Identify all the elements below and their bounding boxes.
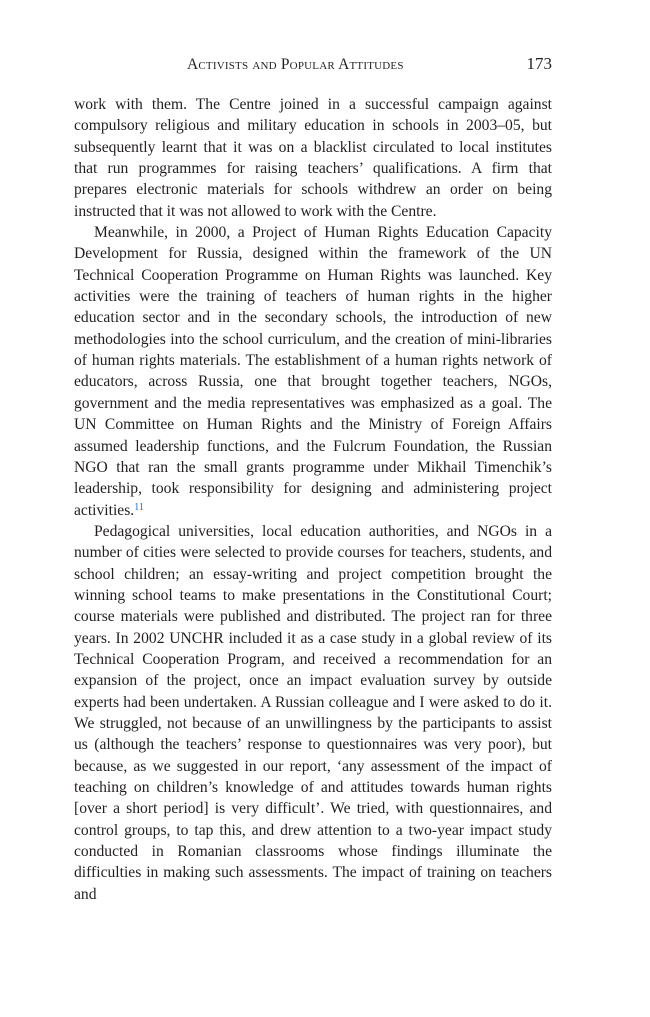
paragraph-pedagogical — [74, 521, 552, 905]
footnote-reference[interactable]: 11 — [134, 501, 144, 513]
page-number: 173 — [526, 54, 552, 73]
running-head — [74, 56, 552, 80]
body-text — [74, 94, 552, 905]
running-title: Activists and Popular Attitudes — [187, 56, 404, 73]
paragraph-text: Pedagogical universities, local education authorities, and NGOs in a number of cities were selected to provide courses for teachers, students, and school children; an essay-writing and project competition brought the winning school teams to make presentations in the Constitutional Court; course materials were published and distributed. The project ran for three years. In 2002 UNCHR included it as a case study in a global review of its Technical Cooperation Program, and received a recommendation for an expansion of the project, once an impact evaluation survey by outside experts had been undertaken. A Russian colleague and I were asked to do it. We struggled, not because of an unwillingness by the participants to assist us (although the teachers’ response to questionnaires was very poor), but because, as we suggested in our report, ‘any assessment of the impact of teaching on children’s knowledge of and attitudes towards human rights [over a short period] is very difficult’. We tried, with questionnaires, and control groups, to tap this, and drew attention to a two-year impact study conducted in Romanian classrooms whose findings illuminate the difficulties in making such assessments. The impact of training on teachers and — [74, 522, 552, 903]
paragraph-continued — [74, 94, 552, 222]
paragraph-capacity-project — [74, 222, 552, 521]
paragraph-text: work with them. The Centre joined in a successful campaign against compulsory religious and military education in schools in 2003–05, but subsequently learnt that it was on a blacklist circulated to local institutes that run programmes for raising teachers’ qualifications. A firm that prepares electronic materials for schools withdrew an order on being instructed that it was not allowed to work with the Centre. — [74, 96, 552, 220]
paragraph-text: Meanwhile, in 2000, a Project of Human Rights Education Capacity Development for Russia, designed within the framework of the UN Technical Cooperation Programme on Human Rights was launched. Key activities were the training of teachers of human rights in the higher education sector and in the secondary schools, the introduction of new methodologies into the school curriculum, and the creation of mini-libraries of human rights materials. The establishment of a human rights network of educators, across Russia, one that brought together teachers, NGOs, government and the media representatives was emphasized as a goal. The UN Committee on Human Rights and the Ministry of Foreign Affairs assumed leadership functions, and the Fulcrum Foundation, the Russian NGO that ran the small grants programme under Mikhail Timenchik’s leadership, took responsibility for designing and administering project activities. — [74, 224, 552, 519]
